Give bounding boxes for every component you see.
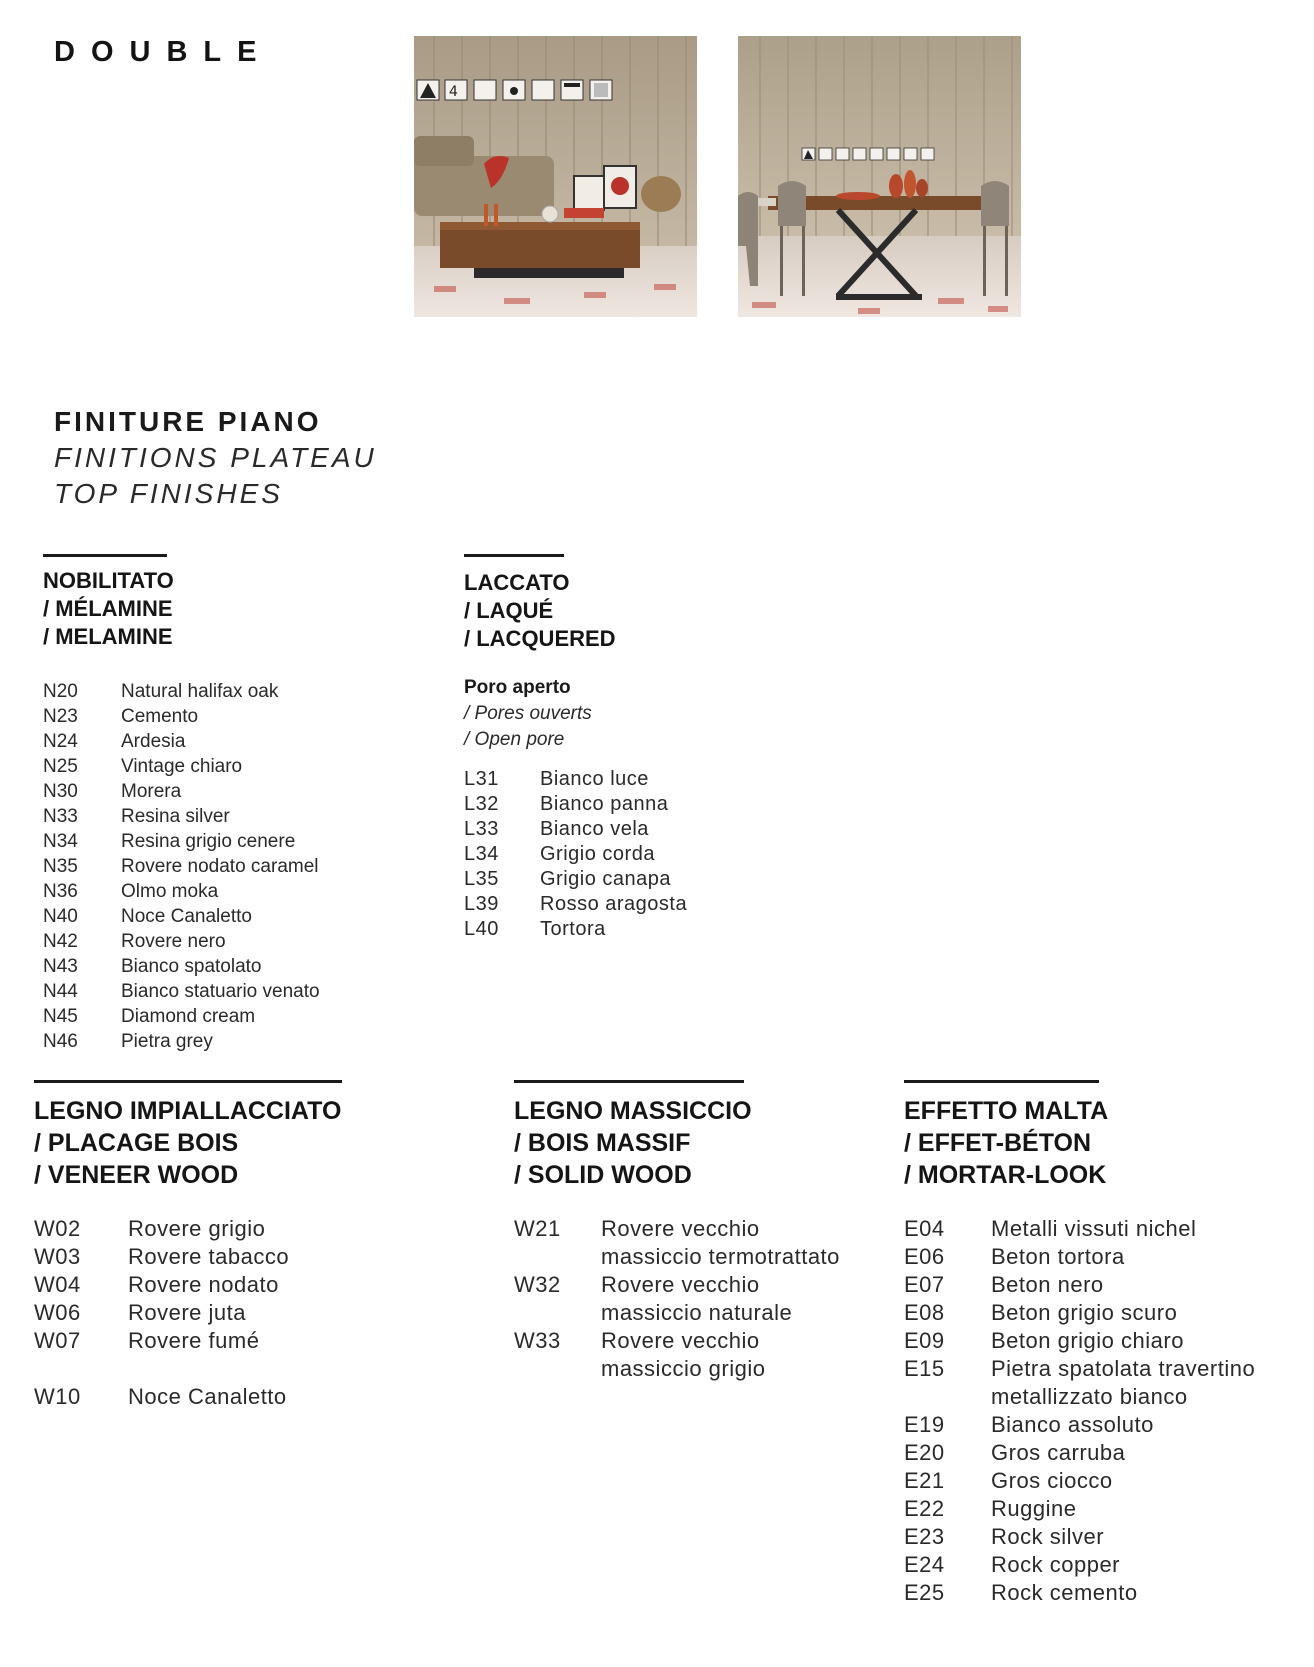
finish-name: Bianco spatolato	[121, 956, 262, 977]
finish-item	[34, 1327, 454, 1355]
finish-code: E09	[904, 1328, 945, 1353]
product-photo-low	[414, 36, 697, 317]
finish-item	[904, 1299, 1304, 1327]
finish-item	[514, 1271, 894, 1327]
finish-item	[34, 1299, 454, 1327]
group-title-line: / MORTAR-LOOK	[904, 1161, 1107, 1189]
finish-code: N24	[43, 731, 78, 752]
finish-code: N34	[43, 831, 78, 852]
finish-name: Rovere juta	[128, 1300, 247, 1325]
finish-name: Grigio canapa	[540, 868, 672, 890]
finish-item	[904, 1439, 1304, 1467]
finish-group-laccato	[464, 554, 864, 942]
group-divider	[904, 1080, 1099, 1083]
finish-code: E23	[904, 1524, 945, 1549]
group-title-line: / SOLID WOOD	[514, 1161, 692, 1189]
photo-illustration	[738, 36, 1021, 317]
finish-name: Rovere grigio	[128, 1216, 266, 1241]
finish-name: Noce Canaletto	[128, 1384, 287, 1409]
finish-item	[904, 1271, 1304, 1299]
group-title	[43, 567, 413, 651]
finish-item	[514, 1327, 894, 1383]
finish-item	[43, 829, 413, 854]
finish-name: Rovere nodato	[128, 1272, 279, 1297]
finish-item	[43, 879, 413, 904]
finish-name: Bianco luce	[540, 768, 649, 790]
svg-text:4: 4	[449, 84, 458, 100]
group-title-line: / VENEER WOOD	[34, 1161, 239, 1189]
finish-code: N33	[43, 806, 78, 827]
section-title-en: TOP FINISHES	[54, 478, 283, 509]
finish-item	[34, 1215, 454, 1243]
finish-item	[904, 1411, 1304, 1439]
finish-item	[43, 904, 413, 929]
finish-name: Vintage chiaro	[121, 756, 243, 777]
finish-name: Beton tortora	[991, 1244, 1125, 1269]
finish-code: N44	[43, 981, 78, 1002]
finish-name: Rock cemento	[991, 1580, 1138, 1605]
finish-code: E08	[904, 1300, 945, 1325]
finish-name: Bianco statuario venato	[121, 981, 320, 1002]
finish-code: N45	[43, 1006, 78, 1027]
finish-code: N25	[43, 756, 78, 777]
finish-name: Grigio corda	[540, 843, 655, 865]
finish-code: N43	[43, 956, 78, 977]
finish-code: E04	[904, 1216, 945, 1241]
finish-name: Rock silver	[991, 1524, 1105, 1549]
group-title-line: / BOIS MASSIF	[514, 1129, 691, 1157]
group-title-line: LACCATO	[464, 570, 570, 595]
finish-name: Cemento	[121, 706, 199, 727]
page-title: DOUBLE	[54, 36, 273, 68]
group-title-line: EFFETTO MALTA	[904, 1097, 1109, 1125]
finish-code: N36	[43, 881, 78, 902]
product-photo-high	[738, 36, 1021, 317]
finish-code: L40	[464, 918, 499, 940]
finish-code: E15	[904, 1356, 945, 1381]
group-title-line: / LACQUERED	[464, 626, 616, 651]
finish-name: Olmo moka	[121, 881, 219, 902]
finish-item	[43, 1004, 413, 1029]
finish-item	[904, 1355, 1304, 1411]
finish-code: W10	[34, 1384, 81, 1409]
group-title	[514, 1095, 894, 1191]
finish-item	[43, 804, 413, 829]
finish-code: N35	[43, 856, 78, 877]
finish-name: Ruggine	[991, 1496, 1077, 1521]
finish-item	[43, 929, 413, 954]
finish-name: Noce Canaletto	[121, 906, 252, 927]
finish-code: E24	[904, 1552, 945, 1577]
finish-item	[904, 1243, 1304, 1271]
section-title-it: FINITURE PIANO	[54, 406, 322, 437]
finish-name: Rovere nodato caramel	[121, 856, 319, 877]
section-title-fr: FINITIONS PLATEAU	[54, 442, 377, 473]
group-title-line: / MELAMINE	[43, 624, 173, 649]
finish-name: Rovere vecchio massiccio naturale	[601, 1272, 793, 1325]
group-title	[904, 1095, 1304, 1191]
finish-list	[904, 1215, 1304, 1607]
group-title-line: NOBILITATO	[43, 568, 174, 593]
group-title-line: / LAQUÉ	[464, 598, 554, 623]
finish-name: Pietra spatolata travertino metallizzato bianco	[991, 1356, 1256, 1409]
finish-name: Rovere vecchio massiccio grigio	[601, 1328, 766, 1381]
finish-item	[43, 954, 413, 979]
finish-name: Bianco vela	[540, 818, 649, 840]
finish-item	[464, 917, 864, 942]
finish-code: W33	[514, 1328, 561, 1353]
finish-name: Rovere nero	[121, 931, 226, 952]
finish-item	[904, 1523, 1304, 1551]
finish-name: Morera	[121, 781, 182, 802]
finish-item	[34, 1383, 454, 1411]
finish-name: Beton grigio chiaro	[991, 1328, 1184, 1353]
finish-name: Rock copper	[991, 1552, 1121, 1577]
finish-item	[904, 1215, 1304, 1243]
finish-name: Ardesia	[121, 731, 186, 752]
finish-item	[514, 1215, 894, 1271]
section-heading	[54, 404, 377, 512]
finish-group-nobilitato	[43, 554, 413, 1054]
group-divider	[464, 554, 564, 557]
group-title-line: / EFFET-BÉTON	[904, 1129, 1092, 1157]
finish-item	[464, 817, 864, 842]
finish-group-legno-impiallacciato	[34, 1080, 454, 1411]
finish-list	[514, 1215, 894, 1383]
finish-code: L33	[464, 818, 499, 840]
finish-code: L34	[464, 843, 499, 865]
finish-name: Bianco assoluto	[991, 1412, 1154, 1437]
finish-name: Beton nero	[991, 1272, 1104, 1297]
group-divider	[43, 554, 167, 557]
finish-name: Beton grigio scuro	[991, 1300, 1178, 1325]
finish-code: N40	[43, 906, 78, 927]
group-title	[34, 1095, 454, 1191]
finish-item	[43, 779, 413, 804]
finish-code: N23	[43, 706, 78, 727]
finish-code: E06	[904, 1244, 945, 1269]
finish-name: Rovere tabacco	[128, 1244, 290, 1269]
finish-code: N30	[43, 781, 78, 802]
finish-item	[464, 842, 864, 867]
group-title	[464, 569, 864, 653]
finish-item	[43, 854, 413, 879]
finish-item	[464, 792, 864, 817]
finish-code: E07	[904, 1272, 945, 1297]
finish-code: E22	[904, 1496, 945, 1521]
finish-item	[904, 1467, 1304, 1495]
finish-item	[464, 767, 864, 792]
finish-code: W21	[514, 1216, 561, 1241]
finish-name: Gros ciocco	[991, 1468, 1113, 1493]
finish-code: N42	[43, 931, 78, 952]
finish-name: Rovere fumé	[128, 1328, 260, 1353]
group-subtitle: Poro aperto	[464, 677, 571, 698]
finish-code: L35	[464, 868, 499, 890]
finish-item	[43, 729, 413, 754]
photo-illustration	[414, 36, 697, 317]
finish-item	[464, 892, 864, 917]
group-title-line: / MÉLAMINE	[43, 596, 173, 621]
finish-list	[43, 679, 413, 1054]
finish-name: Rosso aragosta	[540, 893, 688, 915]
finish-code: L32	[464, 793, 499, 815]
finish-code: E21	[904, 1468, 945, 1493]
finish-name: Rovere vecchio massiccio termotrattato	[601, 1216, 840, 1269]
finish-group-legno-massiccio	[514, 1080, 894, 1383]
finish-code: N46	[43, 1031, 78, 1052]
finish-name: Bianco panna	[540, 793, 669, 815]
finish-code: W02	[34, 1216, 81, 1241]
group-divider	[514, 1080, 744, 1083]
finish-item	[43, 679, 413, 704]
group-subtitle-fr: / Pores ouverts	[464, 703, 592, 724]
finish-name: Natural halifax oak	[121, 681, 279, 702]
finish-item	[464, 867, 864, 892]
finish-code: W07	[34, 1328, 81, 1353]
finish-code: L31	[464, 768, 499, 790]
finish-code: W04	[34, 1272, 81, 1297]
finish-name: Tortora	[540, 918, 606, 940]
finish-name: Resina grigio cenere	[121, 831, 296, 852]
finish-item	[904, 1495, 1304, 1523]
finish-name: Gros carruba	[991, 1440, 1126, 1465]
finish-code: N20	[43, 681, 78, 702]
finish-code: W06	[34, 1300, 81, 1325]
finish-code: E25	[904, 1580, 945, 1605]
finish-code: E19	[904, 1412, 945, 1437]
finish-code: W32	[514, 1272, 561, 1297]
finish-name: Metalli vissuti nichel	[991, 1216, 1197, 1241]
finish-code: L39	[464, 893, 499, 915]
finish-name: Resina silver	[121, 806, 230, 827]
finish-item	[904, 1579, 1304, 1607]
finish-list	[34, 1215, 454, 1411]
finish-item	[43, 1029, 413, 1054]
finish-list	[464, 767, 864, 942]
finish-item	[43, 979, 413, 1004]
finish-name: Diamond cream	[121, 1006, 256, 1027]
finish-item	[34, 1243, 454, 1271]
finish-item	[34, 1271, 454, 1299]
finish-group-effetto-malta	[904, 1080, 1304, 1607]
finish-item	[43, 704, 413, 729]
finish-item	[904, 1551, 1304, 1579]
finish-code: E20	[904, 1440, 945, 1465]
group-title-line: LEGNO MASSICCIO	[514, 1097, 752, 1125]
finish-name: Pietra grey	[121, 1031, 213, 1052]
group-subtitle-en: / Open pore	[464, 729, 565, 750]
group-title-line: LEGNO IMPIALLACCIATO	[34, 1097, 342, 1125]
finish-item	[43, 754, 413, 779]
finish-code: W03	[34, 1244, 81, 1269]
group-title-line: / PLACAGE BOIS	[34, 1129, 239, 1157]
group-divider	[34, 1080, 342, 1083]
finish-item	[904, 1327, 1304, 1355]
